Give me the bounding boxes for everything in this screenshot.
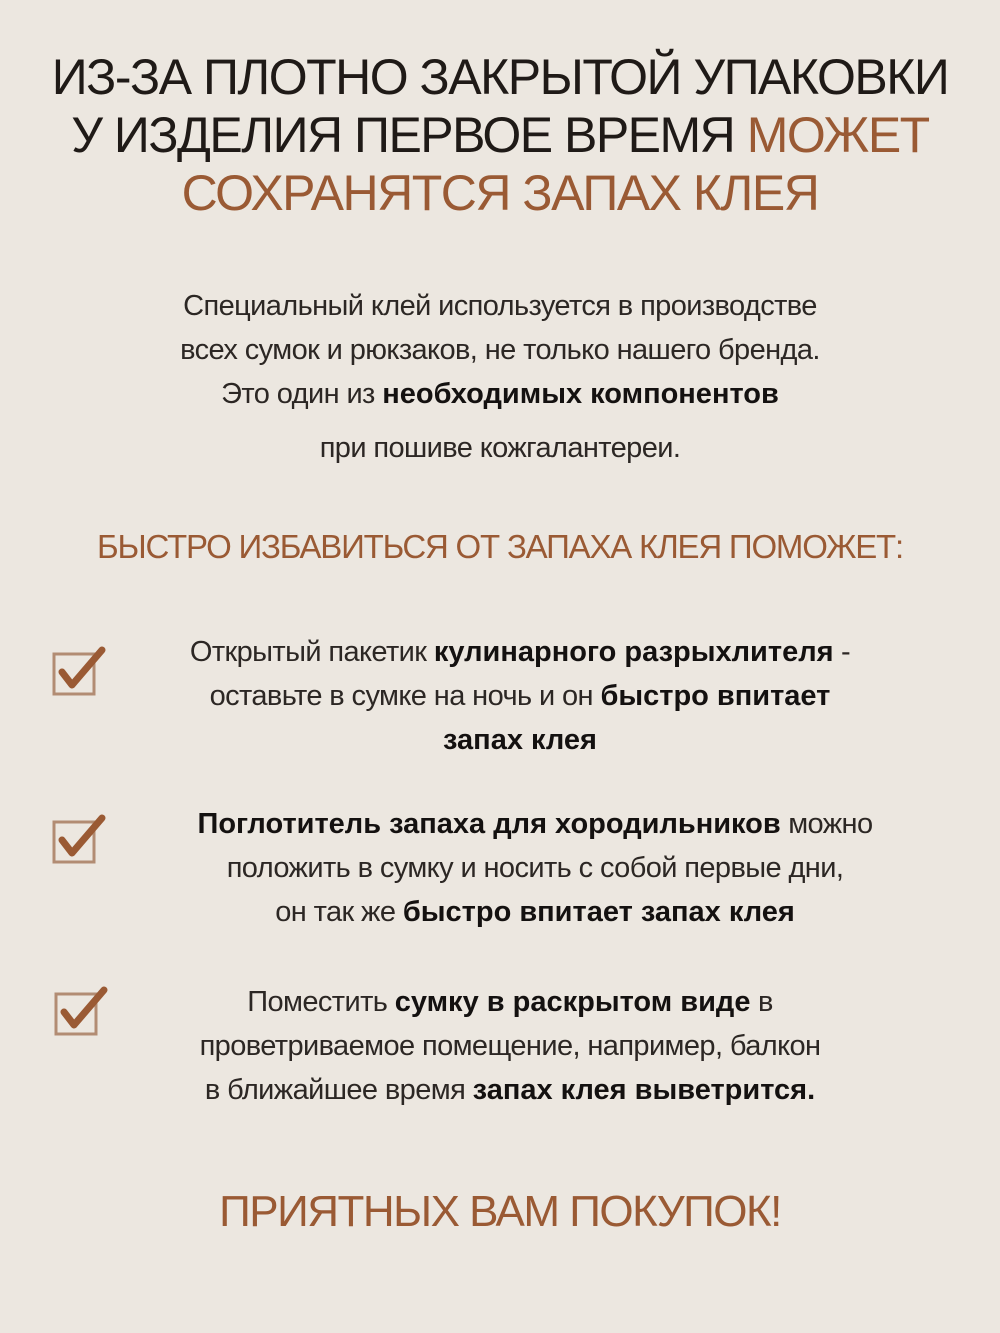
intro-paragraph xyxy=(0,284,1000,470)
tip-2-line-2: положить в сумку и носить с собой первые дни, xyxy=(226,852,844,884)
tip-3-line-2: проветриваемое помещение, например, балкон xyxy=(199,1030,821,1062)
tip-3-line-3 xyxy=(110,1068,910,1112)
tip-1-line-1-text: Открытый пакетик xyxy=(189,636,427,668)
checkbox-checked-icon xyxy=(52,980,114,1042)
headline xyxy=(0,48,1000,222)
checkbox-checked-icon xyxy=(50,808,112,870)
intro-line-2: всех сумок и рюкзаков, не только нашего бренда. xyxy=(180,334,820,366)
tip-1-line-2-bold: быстро впитает xyxy=(600,680,831,712)
tip-2-line-1-bold: Поглотитель запаха для хородильников xyxy=(197,808,781,840)
tip-3-line-1-bold: сумку в раскрытом виде xyxy=(394,986,751,1018)
checkbox-checked-icon xyxy=(50,640,112,702)
intro-line-3 xyxy=(0,372,1000,416)
tip-2-line-3-text: он так же xyxy=(275,896,396,928)
headline-line-1: ИЗ-ЗА ПЛОТНО ЗАКРЫТОЙ УПАКОВКИ xyxy=(51,49,949,105)
tip-1-line-1 xyxy=(120,630,920,674)
tip-2-text xyxy=(120,802,950,934)
tip-2-line-1-post: можно xyxy=(788,808,873,840)
tip-2-line-3 xyxy=(120,890,950,934)
tip-1-line-3-bold: запах клея xyxy=(443,724,597,756)
tip-1-line-2 xyxy=(120,674,920,718)
tip-3-line-3-text: в ближайшее время xyxy=(204,1074,466,1106)
intro-line-3-bold: необходимых компонентов xyxy=(382,378,779,410)
intro-line-4: при пошиве кожгалантереи. xyxy=(319,432,681,464)
intro-line-1: Специальный клей используется в производстве xyxy=(183,290,817,322)
headline-line-2 xyxy=(0,106,1000,164)
intro-line-3-text: Это один из xyxy=(221,378,375,410)
closing-message: ПРИЯТНЫХ ВАМ ПОКУПОК! xyxy=(219,1187,781,1236)
tip-1-line-2-text: оставьте в сумке на ночь и он xyxy=(209,680,593,712)
tip-3-text xyxy=(110,980,910,1112)
tip-3-line-1 xyxy=(110,980,910,1024)
tip-3-line-3-bold: запах клея выветрится. xyxy=(472,1074,816,1106)
section-heading: БЫСТРО ИЗБАВИТЬСЯ ОТ ЗАПАХА КЛЕЯ ПОМОЖЕТ: xyxy=(97,528,903,565)
headline-line-3: СОХРАНЯТСЯ ЗАПАХ КЛЕЯ xyxy=(181,165,819,221)
tip-1-line-1-bold: кулинарного разрыхлителя xyxy=(433,636,834,668)
tip-3-line-1-post: в xyxy=(757,986,773,1018)
headline-accent-word: МОЖЕТ xyxy=(746,107,929,163)
tip-1-line-1-post: - xyxy=(833,636,851,668)
tip-1-text xyxy=(120,630,920,762)
tip-2-line-3-bold: быстро впитает запах клея xyxy=(402,896,795,928)
headline-line-2-text: У ИЗДЕЛИЯ ПЕРВОЕ ВРЕМЯ xyxy=(71,107,735,163)
tip-1-line-3 xyxy=(120,718,920,762)
tip-2-line-1 xyxy=(120,802,950,846)
tip-3-line-1-text: Поместить xyxy=(247,986,388,1018)
